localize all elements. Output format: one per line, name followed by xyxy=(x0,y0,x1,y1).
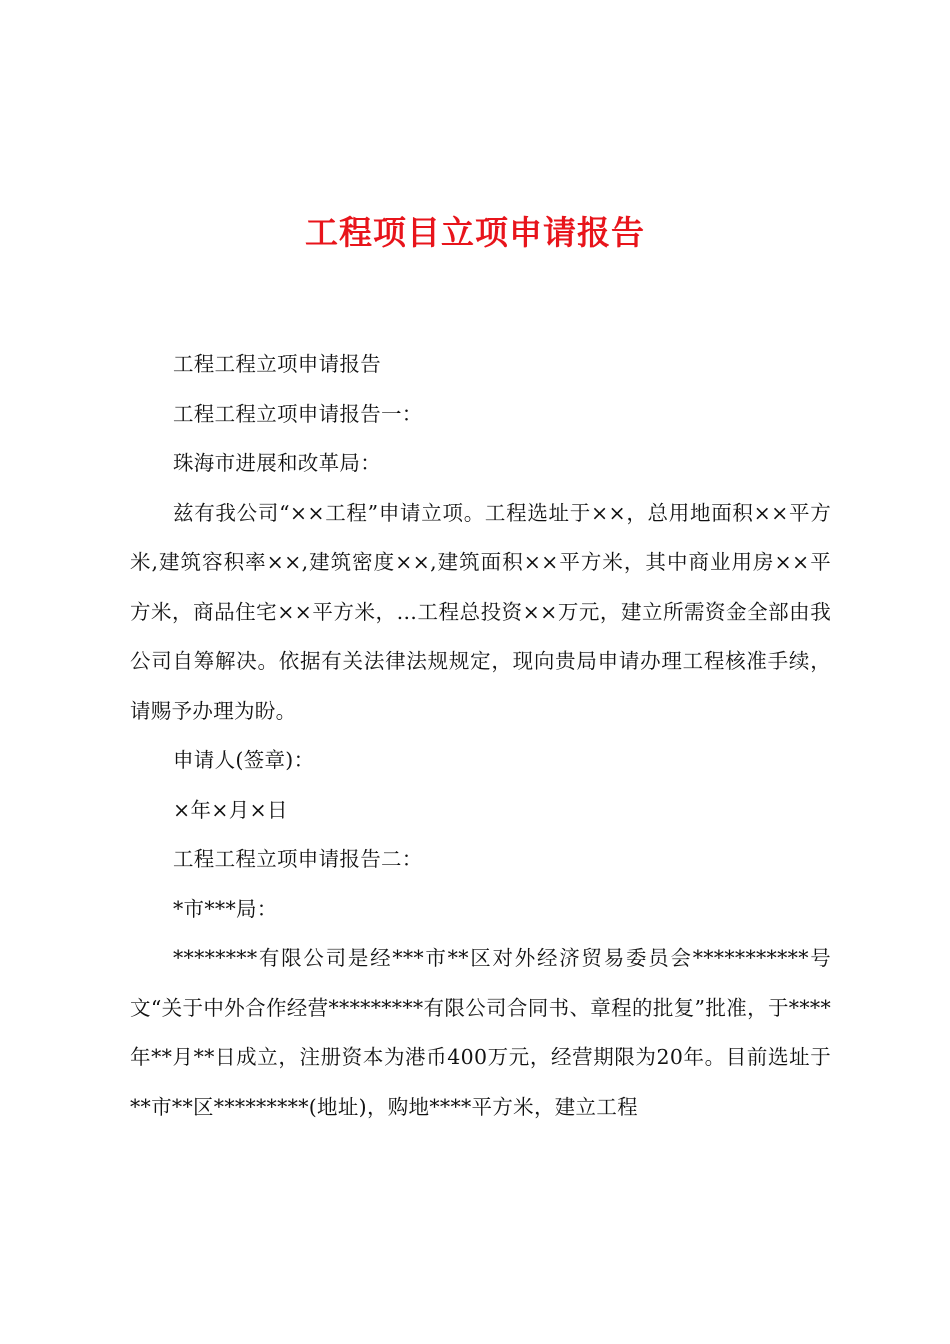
document-body xyxy=(130,340,831,1132)
paragraph: 工程工程立项申请报告一： xyxy=(173,401,423,426)
paragraph: 工程工程立项申请报告二： xyxy=(173,847,423,871)
document-title: 工程项目立项申请报告 xyxy=(305,213,645,252)
paragraph: 工程工程立项申请报告 xyxy=(173,352,381,376)
paragraph: 珠海市进展和改革局： xyxy=(173,451,381,475)
paragraph: ×年×月×日 xyxy=(173,797,288,822)
paragraph: ********有限公司是经***市**区对外经济贸易委员会***********号文“关于中外合作经营*********有限公司合同书、章程的批复”批准，于****年**月**日成立，注册资本为港币400万元，经营期限为20年。目前选址于**市**区*********(地址)，购地****平方米，建立工程 xyxy=(130,946,831,1119)
paragraph: *市***局： xyxy=(173,896,278,921)
paragraph: 申请人(签章)： xyxy=(173,748,315,772)
paragraph: 兹有我公司“××工程”申请立项。工程选址于××，总用地面积××平方米,建筑容积率××,建筑密度××,建筑面积××平方米，其中商业用房××平方米，商品住宅××平方米，…工程总投资××万元，建立所需资金全部由我公司自筹解决。依据有关法律法规规定，现向贵局申请办理工程核准手续，请赐予办理为盼。 xyxy=(130,500,831,723)
